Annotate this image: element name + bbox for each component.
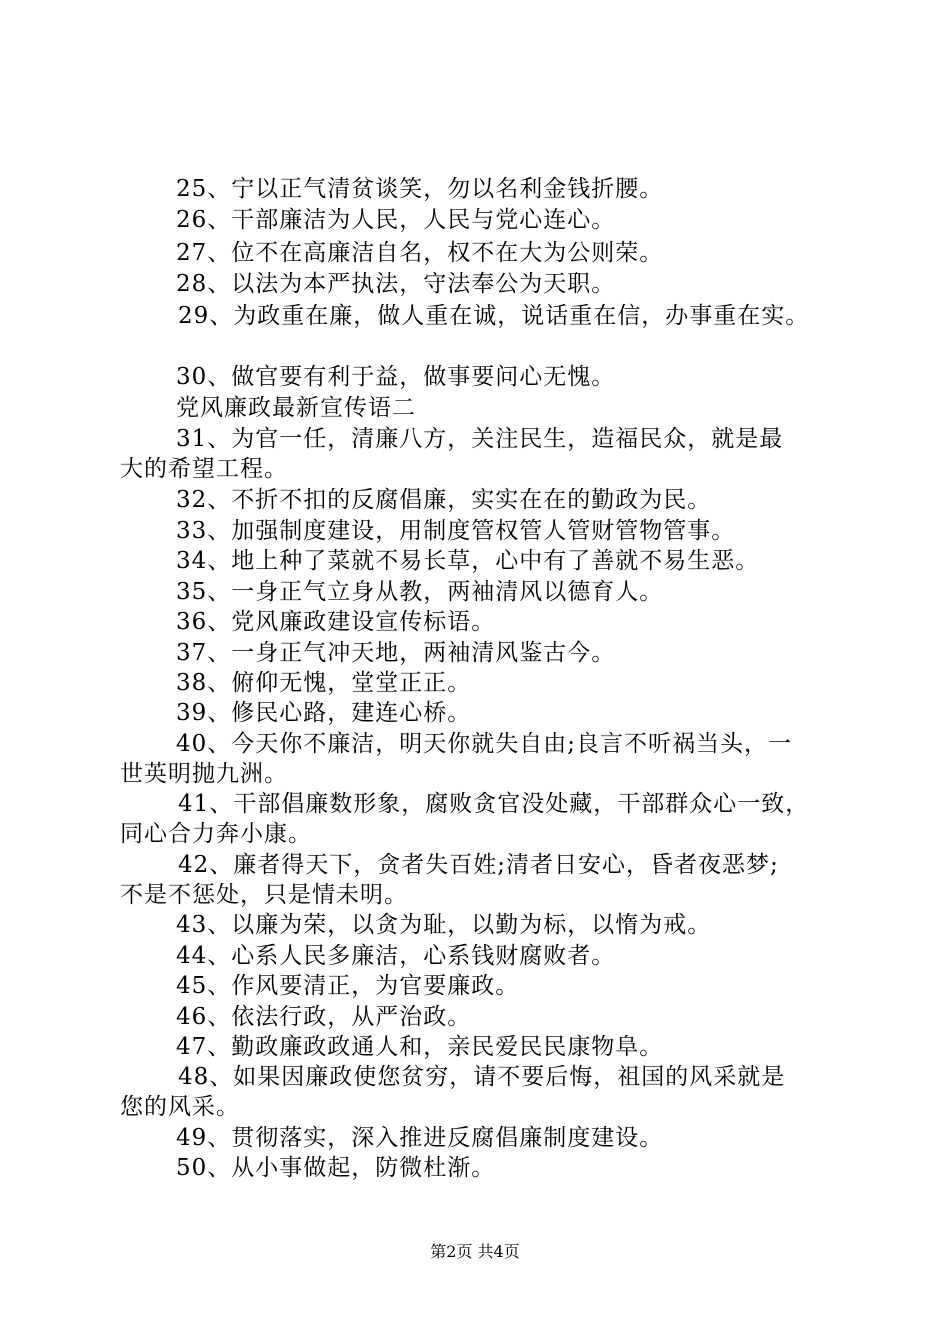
text-line: 41、干部倡廉数形象，腐败贪官没处藏，干部群众心一致， [178,791,810,817]
text-line: 45、作风要清正，为官要廉政。 [176,973,520,999]
text-line: 50、从小事做起，防微杜渐。 [176,1155,496,1181]
page-number: 第2页 共4页 [430,1242,520,1261]
text-line: 39、修民心路，建连心桥。 [176,700,472,726]
text-line: 47、勤政廉政政通人和，亲民爱民民康物阜。 [176,1034,664,1060]
text-line: 34、地上种了菜就不易长草，心中有了善就不易生恶。 [176,548,760,574]
text-line: 27、位不在高廉洁自名，权不在大为公则荣。 [176,240,664,266]
text-line: 46、依法行政，从严治政。 [176,1004,472,1030]
text-line: 30、做官要有利于益，做事要问心无愧。 [176,364,616,390]
text-line: 42、廉者得天下，贪者失百姓;清者日安心，昏者夜恶梦; [178,852,779,878]
text-line: 37、一身正气冲天地，两袖清风鉴古今。 [176,640,616,666]
text-line: 29、为政重在廉，做人重在诚，说话重在信，办事重在实。 [178,303,810,329]
text-line: 同心合力奔小康。 [120,821,312,847]
text-line: 49、贯彻落实，深入推进反腐倡廉制度建设。 [176,1125,664,1151]
text-line: 43、以廉为荣，以贪为耻，以勤为标，以惰为戒。 [176,912,712,938]
text-line: 36、党风廉政建设宣传标语。 [176,609,496,635]
text-line: 38、俯仰无愧，堂堂正正。 [176,670,472,696]
text-line: 28、以法为本严执法，守法奉公为天职。 [176,271,616,297]
text-line: 大的希望工程。 [120,456,288,482]
text-line: 48、如果因廉政使您贫穷，请不要后悔，祖国的风采就是 [178,1064,786,1090]
text-line: 32、不折不扣的反腐倡廉，实实在在的勤政为民。 [176,487,712,513]
text-line: 40、今天你不廉洁，明天你就失自由;良言不听祸当头，一 [176,731,793,757]
text-line: 35、一身正气立身从教，两袖清风以德育人。 [176,579,664,605]
text-line: 33、加强制度建设，用制度管权管人管财管物管事。 [176,518,736,544]
text-line: 44、心系人民多廉洁，心系钱财腐败者。 [176,943,616,969]
text-line: 31、为官一任，清廉八方，关注民生，造福民众，就是最 [176,426,784,452]
text-line: 不是不惩处，只是情未明。 [120,882,408,908]
text-line: 25、宁以正气清贫谈笑，勿以名利金钱折腰。 [176,176,664,202]
text-line: 26、干部廉洁为人民，人民与党心连心。 [176,207,616,233]
text-line: 世英明抛九洲。 [120,761,288,787]
section-heading: 党风廉政最新宣传语二 [176,395,416,421]
text-line: 您的风采。 [120,1094,240,1120]
